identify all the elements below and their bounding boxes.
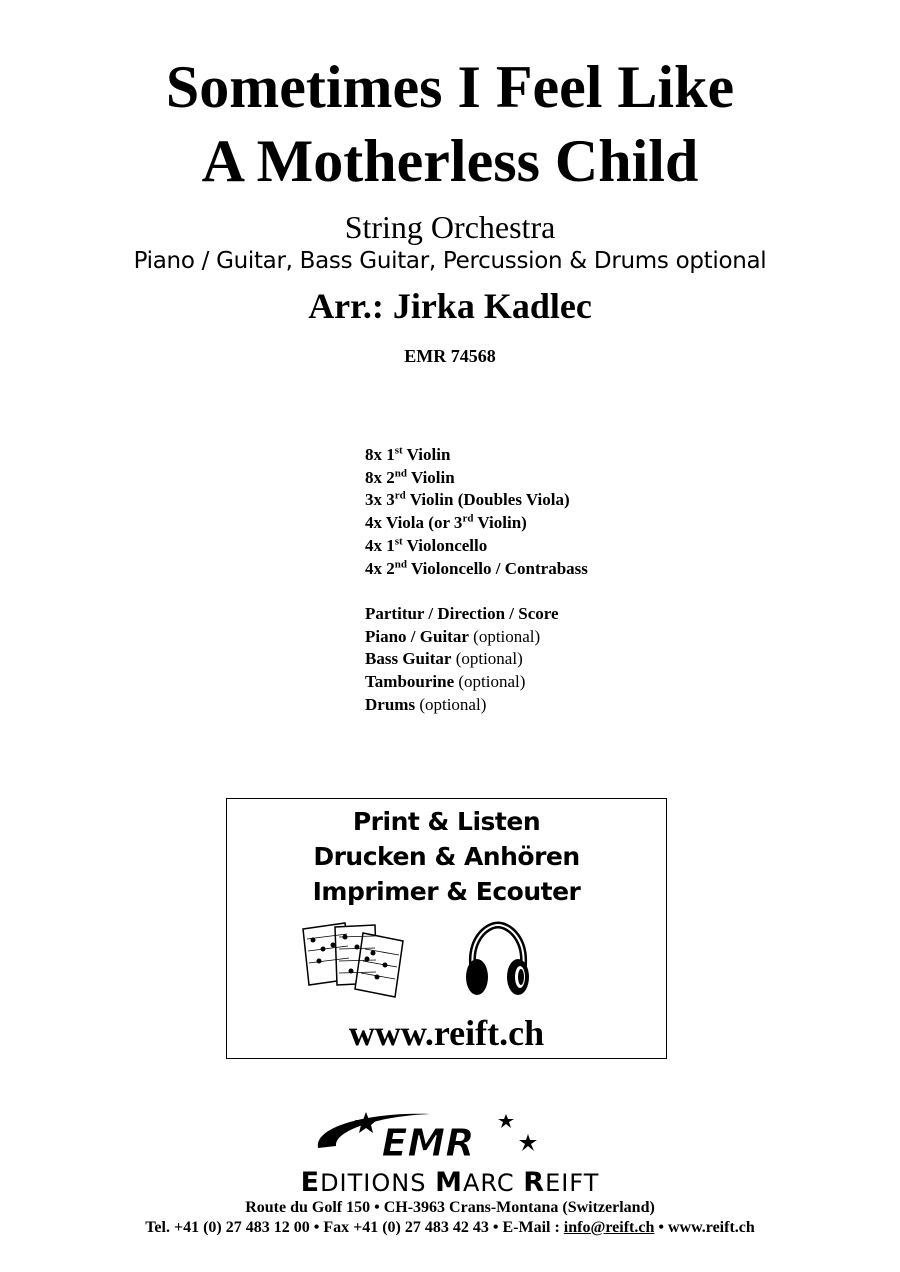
title-line-1: Sometimes I Feel Like — [165, 54, 735, 120]
sheet-music-icon — [299, 919, 411, 999]
part-row: 4x 2nd Violoncello / Contrabass — [365, 557, 588, 578]
part-row: 3x 3rd Violin (Doubles Viola) — [365, 489, 570, 510]
parts-list — [365, 444, 588, 580]
catalog-number: EMR 74568 — [404, 346, 496, 366]
arranger: Arr.: Jirka Kadlec — [308, 286, 592, 326]
extras-list — [365, 603, 559, 717]
title-line-2: A Motherless Child — [201, 128, 699, 194]
publisher-contact: Tel. +41 (0) 27 483 12 00 • Fax +41 (0) 27 483 42 43 • E-Mail : info@reift.ch • www.reift.ch — [145, 1219, 755, 1236]
extra-row: Tambourine (optional) — [365, 672, 526, 692]
promo-line-2: Drucken & Anhören — [313, 842, 580, 871]
instrumentation-note: Piano / Guitar, Bass Guitar, Percussion & Drums optional — [133, 248, 767, 274]
emr-logo-text: EMR — [381, 1121, 475, 1165]
extra-row: Partitur / Direction / Score — [365, 604, 559, 623]
print-listen-box — [226, 798, 667, 1059]
part-row: 4x 1st Violoncello — [365, 535, 488, 555]
extra-row: Bass Guitar (optional) — [365, 649, 523, 669]
part-row: 4x Viola (or 3rd Violin) — [365, 512, 527, 533]
publisher-name: EDITIONS MARC REIFT — [300, 1167, 600, 1198]
part-row: 8x 2nd Violin — [365, 467, 455, 487]
subtitle: String Orchestra — [344, 209, 556, 245]
promo-line-3: Imprimer & Ecouter — [312, 877, 581, 906]
headphones-icon — [463, 921, 533, 1001]
publisher-address: Route du Golf 150 • CH-3963 Crans-Montana (Switzerland) — [245, 1199, 655, 1216]
extra-row: Piano / Guitar (optional) — [365, 626, 541, 646]
emr-logo — [310, 1108, 550, 1168]
email-link[interactable]: info@reift.ch — [563, 1219, 655, 1236]
part-row: 8x 1st Violin — [365, 444, 451, 464]
promo-line-1: Print & Listen — [352, 807, 541, 836]
promo-website[interactable]: www.reift.ch — [348, 1013, 545, 1053]
extra-row: Drums (optional) — [365, 694, 487, 714]
